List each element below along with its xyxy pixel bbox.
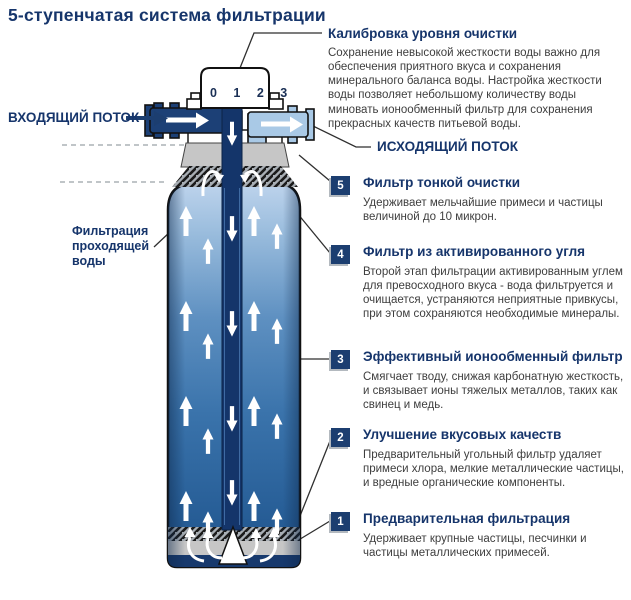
step-callout-3: [331, 349, 629, 412]
calibration-callout: [328, 26, 626, 131]
step-number-badge: 4: [331, 245, 350, 264]
step-callout-2: [331, 427, 629, 490]
step-number-badge: 3: [331, 350, 350, 369]
step-body: Удерживает крупные частицы, песчинки и частицы металлических примесей.: [363, 532, 587, 559]
passing-water-label: Фильтрация проходящей воды: [72, 224, 150, 268]
calibration-body: Сохранение невысокой жесткости воды важно для обеспечения приятного вкуса и сохранения минерального баланса воды. Настройка жесткости воды позволяет небольшому количеству воды миновать ионообменный фильтр для сохранения прекрасных качеств питьевой воды.: [328, 46, 602, 130]
page-title: 5-ступенчатая система фильтрации: [8, 5, 326, 25]
incoming-flow-label: ВХОДЯЩИЙ ПОТОК: [8, 110, 140, 125]
step-heading: Фильтр из активированного угля: [363, 244, 586, 259]
step-body: Предварительный угольный фильтр удаляет примеси хлора, мелкие металлические частицы, и вредные органические компоненты.: [363, 448, 624, 490]
calibration-cap: [187, 68, 294, 109]
calibration-heading: Калибровка уровня очистки: [328, 26, 518, 41]
step-callout-1: [331, 511, 629, 560]
step-number-badge: 1: [331, 512, 350, 531]
step-body: Смягчает тводу, снижая карбонатную жесткость, и связывает ионы тяжелых металлов, таких как свинец и медь.: [363, 370, 624, 412]
step-callout-4: [331, 244, 629, 322]
step-callout-5: [331, 175, 629, 224]
step-heading: Эффективный ионообменный фильтр: [363, 349, 623, 364]
connector-step-5: [299, 155, 330, 181]
step-body: Удерживает мельчайшие примеси и частицы величиной до 10 микрон.: [363, 196, 603, 223]
step-number-badge: 5: [331, 176, 350, 195]
dashed-guide-lines: [60, 145, 184, 182]
step-heading: Улучшение вкусовых качеств: [363, 427, 562, 442]
outgoing-flow-label: ИСХОДЯЩИЙ ПОТОК: [377, 139, 519, 154]
dial-numbers: 0 1 2 3: [210, 86, 294, 100]
step-heading: Фильтр тонкой очистки: [363, 175, 521, 190]
step-body: Второй этап фильтрации активированным углем для превосходного вкуса - вода фильтруется и очищается, устраняются неприятные привкусы, при этом сохраняются необходимые минералы.: [363, 265, 623, 321]
step-number-badge: 2: [331, 428, 350, 447]
step-heading: Предварительная фильтрация: [363, 511, 571, 526]
